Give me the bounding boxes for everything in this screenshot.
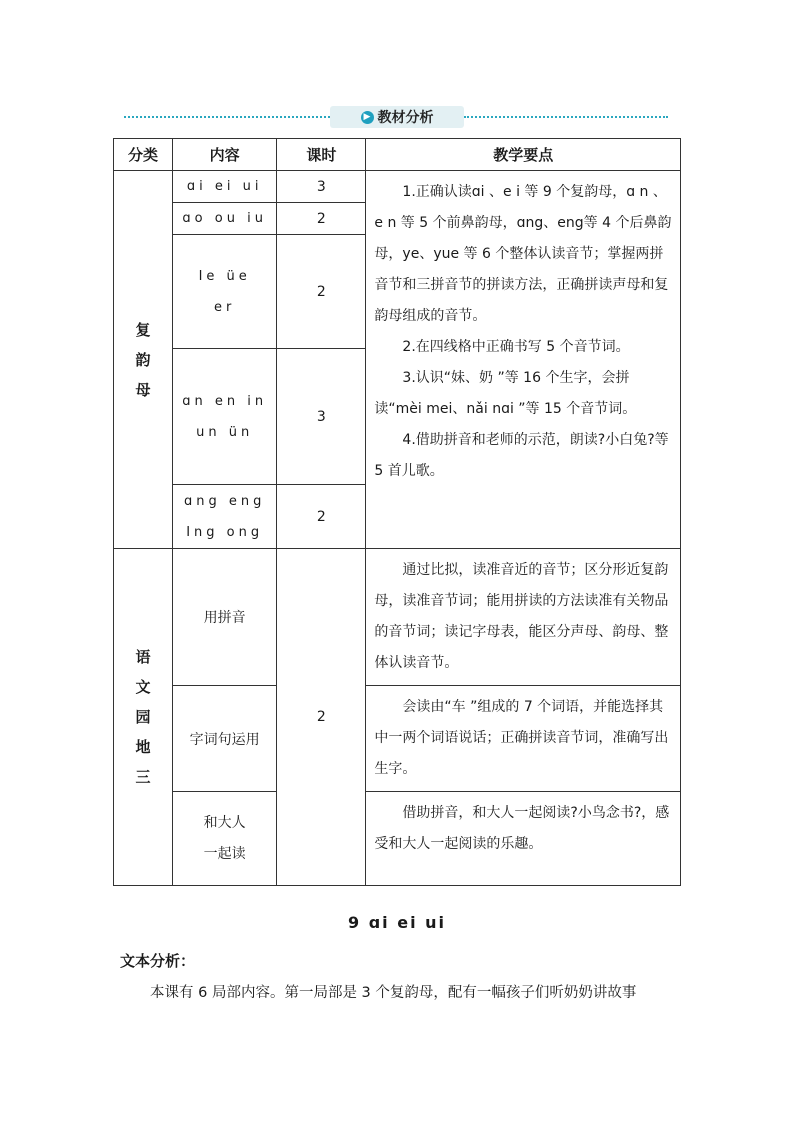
table-row: [114, 549, 681, 686]
content-cell: 字词句运用: [173, 686, 277, 792]
content-line: ɑng eng: [183, 493, 266, 509]
header-key-points: 教学要点: [366, 139, 681, 171]
content-line: Ie üe: [198, 268, 251, 284]
text-analysis-paragraph: 本课有 6 局部内容。第一局部是 3 个复韵母，配有一幅孩子们听奶奶讲故事: [150, 985, 637, 1001]
dotted-divider-left: [124, 116, 330, 118]
text-analysis-label: 文本分析：: [120, 952, 196, 970]
header-category: 分类: [114, 139, 173, 171]
key-point: 1.正确认读ɑi 、e i 等 9 个复韵母，ɑ n 、e n 等 5 个前鼻韵母，ɑng、eng等 4 个后鼻韵母，ye、yue 等 6 个整体认读音节；掌握两拼音节和三拼音节的拼读方法，正确拼读声母和复韵母组成的音节。: [374, 184, 672, 324]
table-row: [114, 171, 681, 203]
key-point: 通过比拟，读准音近的音节；区分形近复韵母，读准音节词；能用拼读的方法读准有关物品的音节词；读记字母表，能区分声母、韵母、整体认读音节。: [374, 562, 669, 671]
key-points-cell: [366, 549, 681, 686]
category-label: 复 韵 母: [135, 320, 151, 399]
section-header: [124, 106, 668, 128]
table-row: [114, 792, 681, 886]
hours-cell: 2: [277, 485, 366, 549]
section-header-badge: [330, 106, 464, 128]
content-line: un ün: [196, 424, 254, 440]
dotted-divider-right: [464, 116, 668, 118]
content-cell: [173, 792, 277, 886]
table-row: [114, 686, 681, 792]
lesson-title: 9 ɑi ei ui: [348, 913, 446, 932]
key-points-cell: [366, 686, 681, 792]
content-line: 一起读: [203, 845, 246, 862]
section-header-label: 教材分析: [377, 110, 434, 126]
curriculum-table: [113, 138, 681, 886]
key-point: 会读由“车 ”组成的 7 个词语，并能选择其中一两个词语说话；正确拼读音节词，准确写出生字。: [374, 699, 669, 777]
key-points-cell: [366, 792, 681, 886]
content-cell: [173, 485, 277, 549]
content-line: er: [214, 299, 236, 315]
key-point: 3.认识“妹、奶 ”等 16 个生字，会拼读“mèi mei、nǎi nɑi ”等 15 个音节词。: [374, 370, 637, 417]
chevron-right-icon: ▶: [361, 111, 374, 124]
content-line: 和大人: [203, 814, 246, 831]
key-point: 2.在四线格中正确书写 5 个音节词。: [402, 339, 630, 355]
content-line: Ing ong: [186, 524, 264, 540]
hours-cell: 2: [277, 203, 366, 235]
table-header-row: [114, 139, 681, 171]
content-cell: ɑo ou iu: [173, 203, 277, 235]
key-points-cell: [366, 171, 681, 549]
content-cell: [173, 349, 277, 485]
content-cell: ɑi ei ui: [173, 171, 277, 203]
category-cell: [114, 171, 173, 549]
content-cell: 用拼音: [173, 549, 277, 686]
hours-cell: 3: [277, 349, 366, 485]
content-cell: [173, 235, 277, 349]
hours-cell: 3: [277, 171, 366, 203]
key-point: 借助拼音，和大人一起阅读?小鸟念书?，感受和大人一起阅读的乐趣。: [374, 805, 670, 852]
category-cell: [114, 549, 173, 886]
hours-cell: 2: [277, 549, 366, 886]
content-line: ɑn en in: [182, 393, 268, 409]
key-point: 4.借助拼音和老师的示范，朗读?小白兔?等 5 首儿歌。: [374, 432, 669, 479]
header-hours: 课时: [277, 139, 366, 171]
header-content: 内容: [173, 139, 277, 171]
category-label: 语 文 园 地 三: [135, 648, 151, 786]
hours-cell: 2: [277, 235, 366, 349]
